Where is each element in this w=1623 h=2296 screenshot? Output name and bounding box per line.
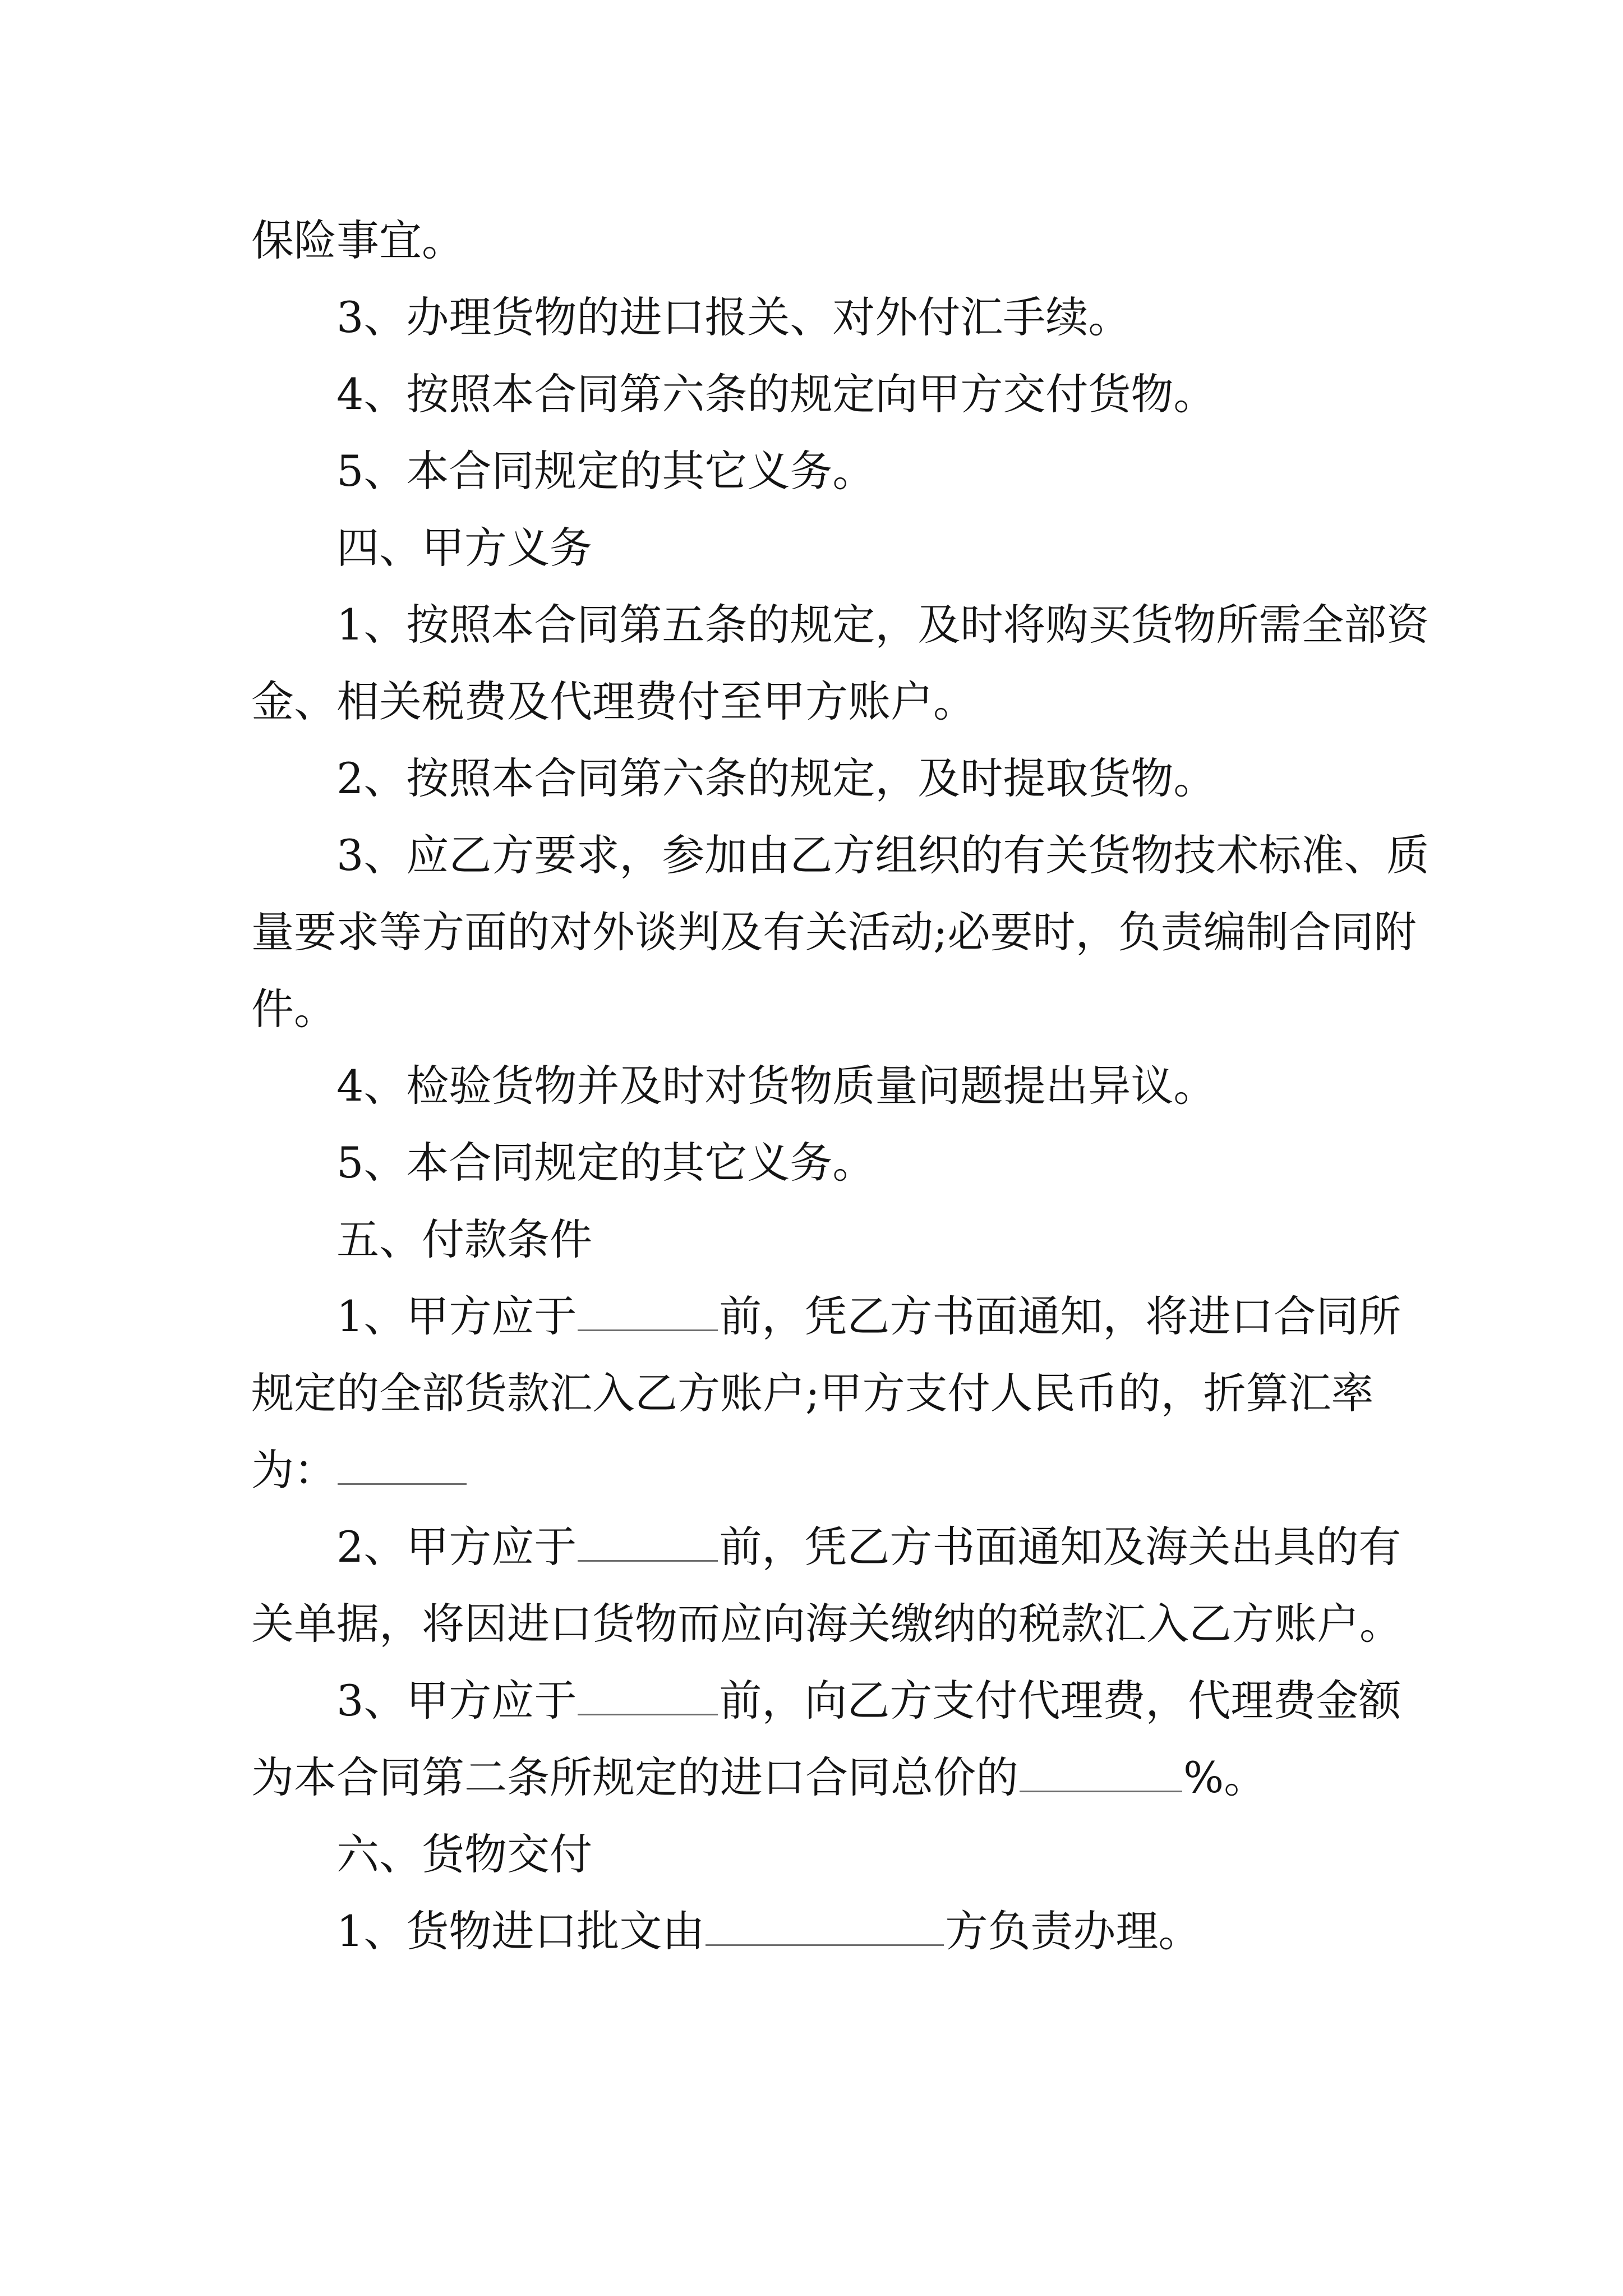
section-heading-payment-terms: 五、付款条件 bbox=[336, 1214, 592, 1264]
paragraph-insurance-matters: 保险事宜。 bbox=[251, 215, 464, 265]
paragraph-a4-inspect-goods: 4、检验货物并及时对货物质量问题提出异议。 bbox=[336, 1061, 1216, 1111]
payment-2-text-after: 前，凭乙方书面通知及海关出具的有关单据，将因进口货物而应向海关缴纳的税款汇入乙方账户。 bbox=[251, 1522, 1402, 1649]
payment-3-text-before: 3、甲方应于 bbox=[336, 1676, 577, 1726]
paragraph-b3-import-customs: 3、办理货物的进口报关、对外付汇手续。 bbox=[336, 292, 1131, 342]
responsible-party-blank bbox=[706, 1902, 944, 1946]
paragraph-a2-collect-goods: 2、按照本合同第六条的规定，及时提取货物。 bbox=[336, 753, 1216, 803]
paragraph-payment-1 bbox=[251, 1278, 1440, 1508]
paragraph-delivery-1 bbox=[251, 1893, 1440, 1970]
agency-fee-percent-blank bbox=[1020, 1748, 1182, 1792]
contract-body bbox=[251, 202, 1440, 1970]
delivery-1-text-before: 1、货物进口批文由 bbox=[336, 1906, 705, 1956]
payment-3-date-blank bbox=[578, 1671, 718, 1715]
delivery-1-text-after: 方负责办理。 bbox=[945, 1906, 1201, 1956]
paragraph-b5-other-obligations: 5、本合同规定的其它义务。 bbox=[336, 446, 875, 496]
payment-3-text-middle: 前，向乙方支付代理费，代理费金额为本合同第二条所规定的进口合同总价的 bbox=[251, 1676, 1401, 1802]
section-heading-party-a-obligations: 四、甲方义务 bbox=[336, 523, 592, 573]
payment-3-text-after: %。 bbox=[1183, 1752, 1267, 1802]
paragraph-a5-other-obligations: 5、本合同规定的其它义务。 bbox=[336, 1138, 875, 1188]
paragraph-b4-deliver-goods: 4、按照本合同第六条的规定向甲方交付货物。 bbox=[336, 369, 1216, 419]
payment-2-date-blank bbox=[578, 1517, 718, 1562]
paragraph-payment-2 bbox=[251, 1508, 1440, 1662]
payment-1-text-after: 前，凭乙方书面通知，将进口合同所规定的全部货款汇入乙方账户;甲方支付人民币的，折算汇率为： bbox=[251, 1291, 1401, 1495]
paragraph-payment-3 bbox=[251, 1662, 1440, 1816]
payment-1-date-blank bbox=[578, 1287, 718, 1331]
section-heading-goods-delivery: 六、货物交付 bbox=[336, 1829, 592, 1879]
paragraph-a1-pay-funds: 1、按照本合同第五条的规定，及时将购买货物所需全部资金、相关税费及代理费付至甲方账户。 bbox=[251, 600, 1430, 726]
paragraph-a3-negotiation: 3、应乙方要求，参加由乙方组织的有关货物技术标准、质量要求等方面的对外谈判及有关活动;必要时，负责编制合同附件。 bbox=[251, 830, 1430, 1034]
payment-2-text-before: 2、甲方应于 bbox=[336, 1522, 577, 1572]
exchange-rate-blank bbox=[338, 1441, 467, 1485]
payment-1-text-before: 1、甲方应于 bbox=[336, 1291, 577, 1341]
